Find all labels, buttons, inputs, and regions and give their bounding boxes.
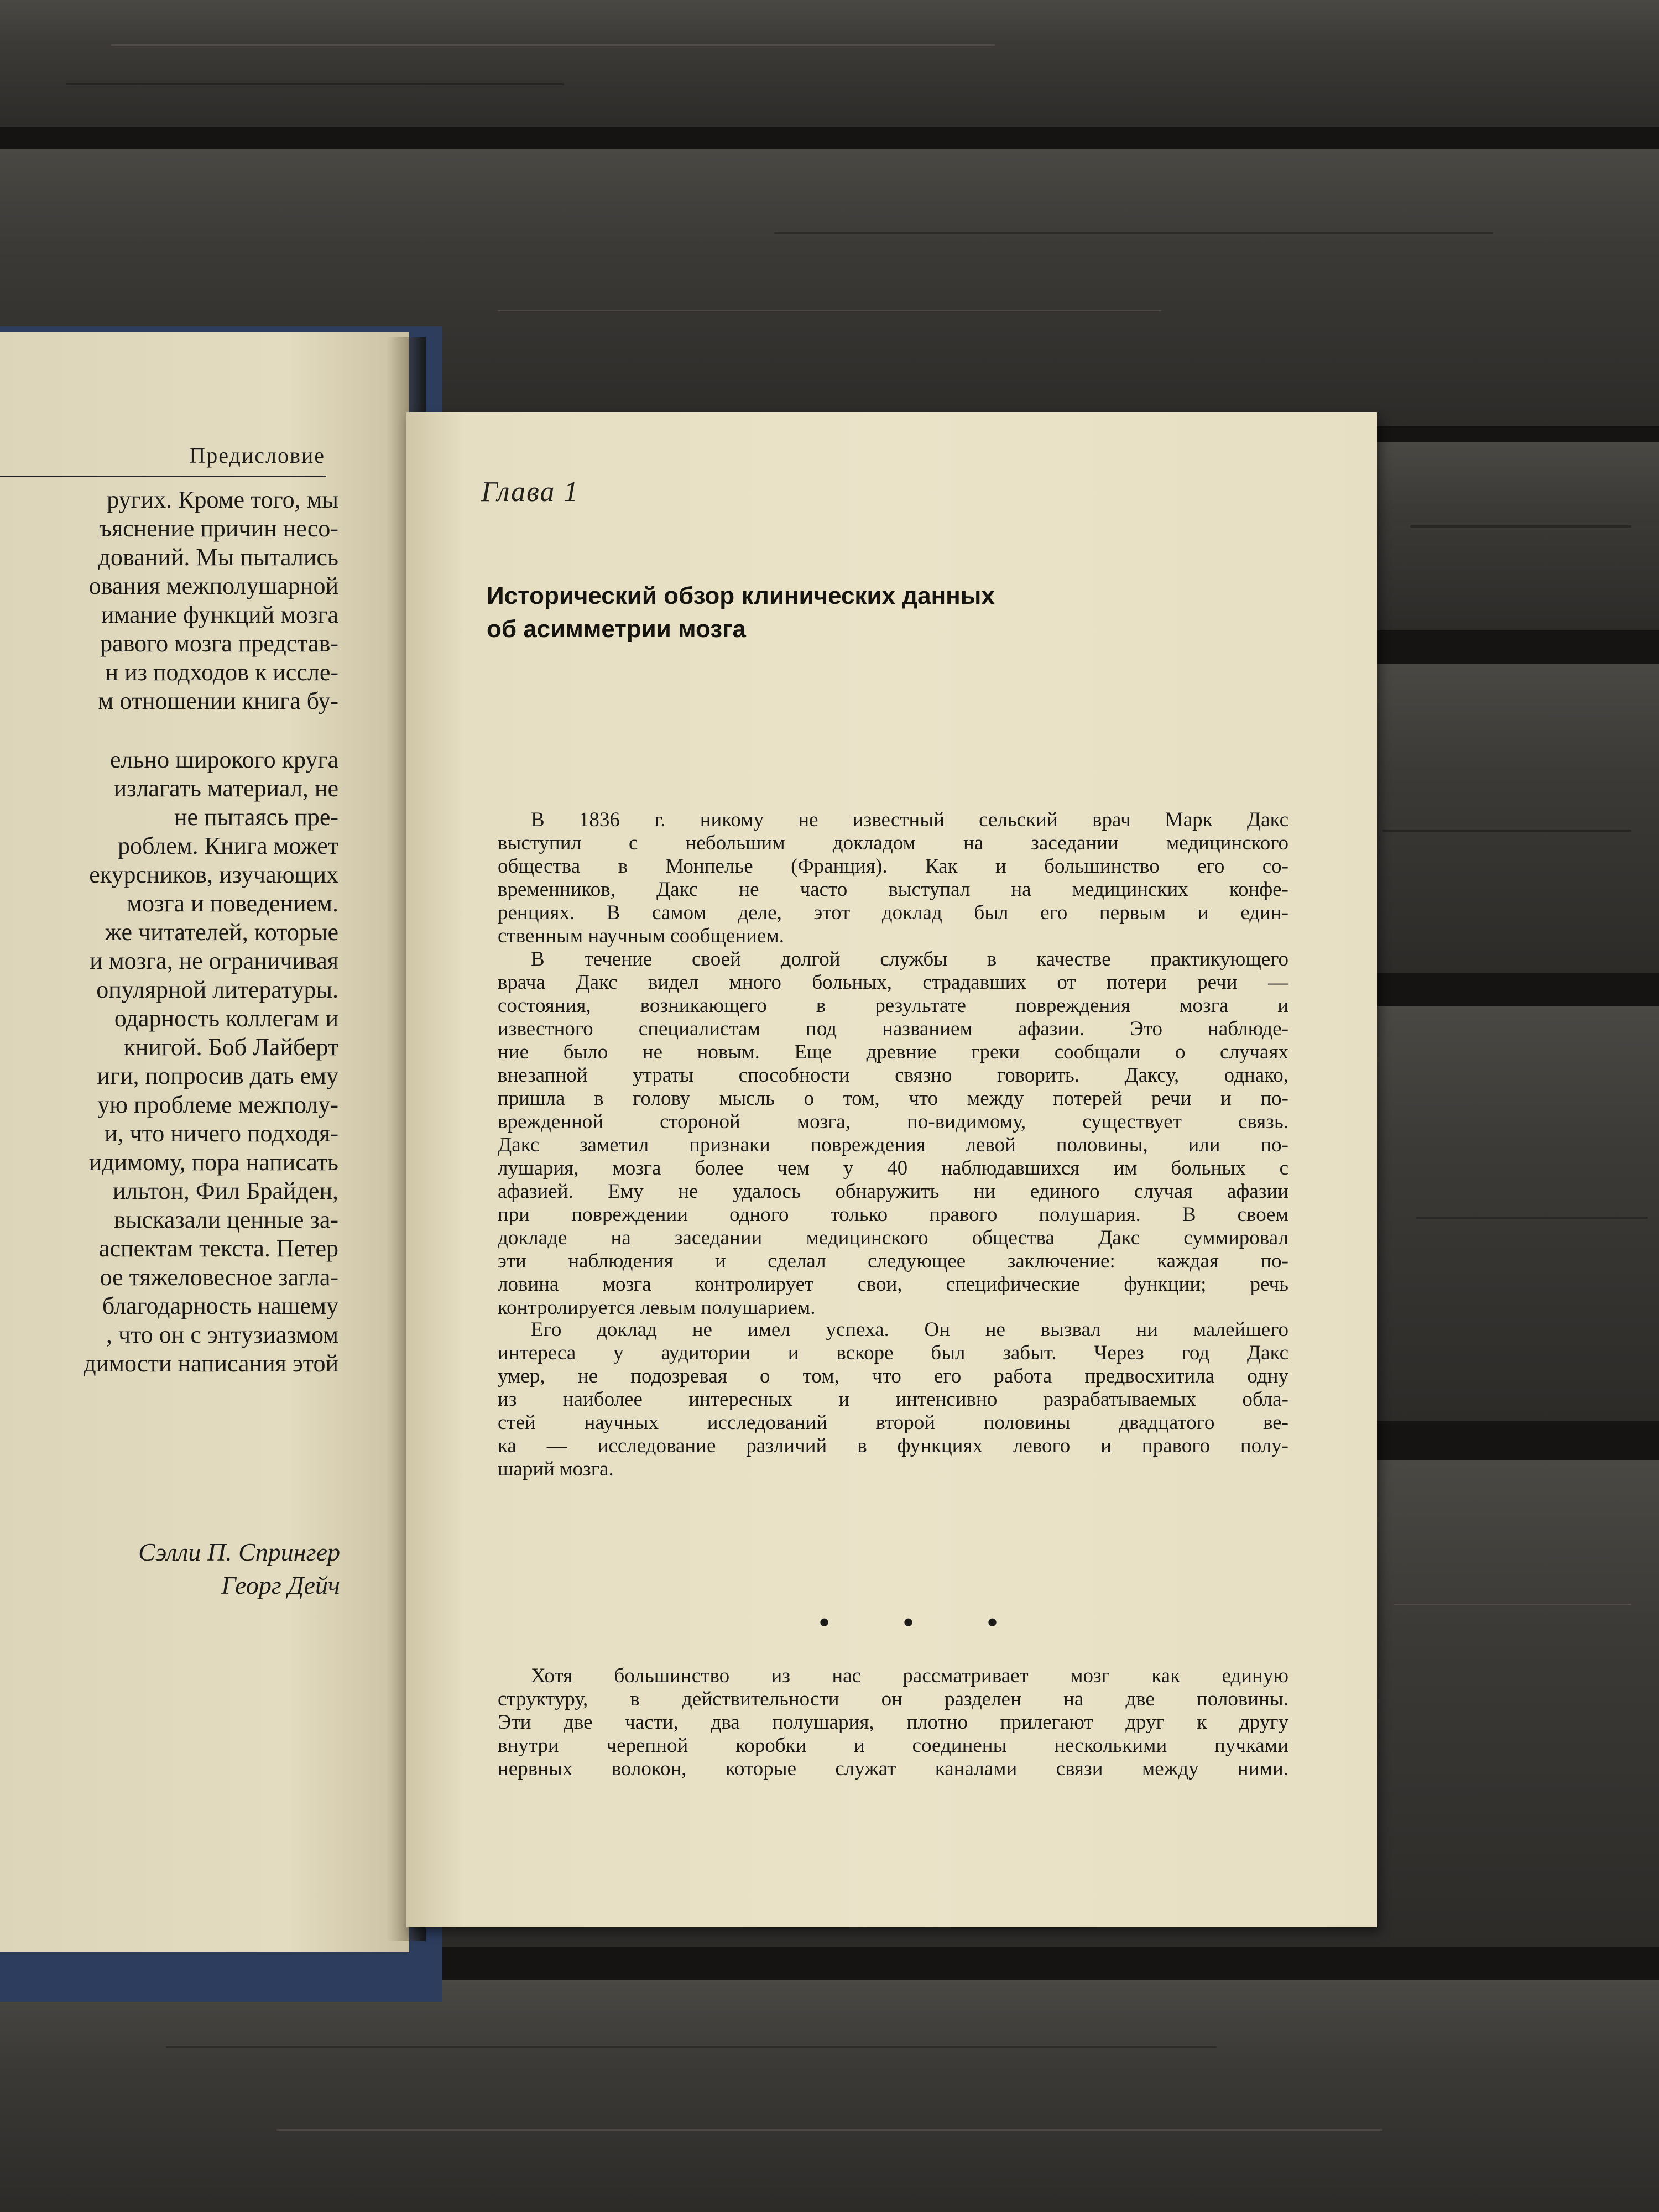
left-line: высказали ценные за- (114, 1206, 338, 1233)
text-line: ственным научным сообщением. (498, 925, 785, 947)
left-line: не пытаясь пре- (174, 804, 338, 831)
paragraph-2 (498, 948, 1288, 1319)
text-line: нервных волокон, которые служат каналами связи между ними. (498, 1757, 1288, 1780)
left-line: ругих. Кроме того, мы (107, 486, 338, 513)
left-line: мозга и поведением. (127, 890, 338, 917)
paragraph-4 (498, 1665, 1288, 1781)
text-line: структуру, в действительности он разделен на две половины. (498, 1688, 1288, 1710)
paragraph-1 (498, 808, 1288, 948)
text-line: докладе на заседании медицинского общества Дакс суммировал (498, 1227, 1288, 1249)
text-line: врежденной стороной мозга, по-видимому, существует связь. (498, 1110, 1288, 1133)
left-line: же читателей, которые (105, 919, 338, 946)
left-line: ую проблеме межполу- (97, 1091, 338, 1118)
text-line: состояния, возникающего в результате повреждения мозга и (498, 994, 1288, 1017)
signature-deutsch: Георг Дейч (221, 1571, 340, 1599)
left-line: димости написания этой (84, 1350, 338, 1377)
left-line: н из подходов к иссле- (105, 659, 338, 686)
left-line: ельно широкого круга (110, 746, 338, 773)
running-head: Предисловие (189, 443, 325, 468)
text-line: общества в Монпелье (Франция). Как и большинство его со- (498, 855, 1288, 878)
chapter-title (487, 580, 995, 646)
header-rule (0, 476, 326, 477)
text-line: врача Дакс видел много больных, страдавших от потери речи — (498, 971, 1288, 994)
left-line: ования межполушарной (88, 572, 338, 599)
text-line: внутри черепной коробки и соединены несколькими пучками (498, 1734, 1288, 1757)
left-line: имание функций мозга (101, 601, 338, 628)
left-line: идимому, пора написать (88, 1149, 338, 1176)
text-line: афазией. Ему не удалось обнаружить ни единого случая афазии (498, 1180, 1288, 1203)
text-line: лушария, мозга более чем у 40 наблюдавшихся им больных с (498, 1157, 1288, 1180)
text-line: ренциях. В самом деле, этот доклад был его первым и един- (498, 901, 1288, 924)
text-line: В течение своей долгой службы в качестве практикующего (531, 948, 1288, 971)
text-line: стей научных исследований второй половины двадцатого ве- (498, 1411, 1288, 1434)
text-line: ние было не новым. Еще древние греки сообщали о случаях (498, 1041, 1288, 1063)
left-line: книгой. Боб Лайберт (123, 1034, 338, 1061)
text-line: интереса у аудитории и вскоре был забыт. Через год Дакс (498, 1342, 1288, 1364)
chapter-title-line: об асимметрии мозга (487, 615, 746, 643)
text-line: В 1836 г. никому не известный сельский врач Марк Дакс (531, 808, 1288, 831)
text-line: контролируется левым полушарием. (498, 1296, 816, 1319)
left-line: , что он с энтузиазмом (106, 1321, 338, 1348)
text-line: Его доклад не имел успеха. Он не вызвал ни малейшего (531, 1318, 1288, 1341)
text-line: ловина мозга контролирует свои, специфические функции; речь (498, 1273, 1288, 1296)
text-line: Дакс заметил признаки повреждения левой половины, или по- (498, 1134, 1288, 1156)
left-line: одарность коллегам и (114, 1005, 338, 1032)
left-line: ъяснение причин несо- (99, 515, 338, 542)
left-line: и, что ничего подходя- (104, 1120, 338, 1147)
left-line: роблем. Книга может (118, 832, 338, 859)
left-line: дований. Мы пытались (98, 544, 338, 571)
left-line: аспектам текста. Петер (99, 1235, 338, 1262)
text-line: Эти две части, два полушария, плотно прилегают друг к другу (498, 1711, 1288, 1734)
text-line: шарий мозга. (498, 1458, 614, 1480)
text-line: ка — исследование различий в функциях левого и правого полу- (498, 1434, 1288, 1457)
text-line: умер, не подозревая о том, что его работа предвосхитила одну (498, 1365, 1288, 1387)
chapter-title-line: Исторический обзор клинических данных (487, 582, 995, 609)
text-line: при повреждении одного только правого полушария. В своем (498, 1203, 1288, 1226)
signature-springer: Сэлли П. Спрингер (138, 1538, 340, 1566)
paragraph-3 (498, 1318, 1288, 1481)
left-line: излагать материал, не (113, 775, 338, 802)
text-line: эти наблюдения и сделал следующее заключение: каждая по- (498, 1250, 1288, 1272)
text-line: известного специалистам под названием афазии. Это наблюде- (498, 1018, 1288, 1040)
left-line: ильтон, Фил Брайден, (112, 1177, 338, 1204)
text-line: временников, Дакс не часто выступал на медицинских конфе- (498, 878, 1288, 901)
text-line: из наиболее интересных и интенсивно разрабатываемых обла- (498, 1388, 1288, 1411)
text-line: выступил с небольшим докладом на заседании медицинского (498, 832, 1288, 854)
section-separator: • • • (818, 1604, 1031, 1641)
chapter-number: Глава 1 (481, 476, 580, 508)
left-line: екурсников, изучающих (89, 861, 338, 888)
left-line: и мозга, не ограничивая (90, 947, 338, 974)
text-line: Хотя большинство из нас рассматривает мозг как единую (531, 1665, 1288, 1687)
text-line: внезапной утраты способности связно говорить. Даксу, однако, (498, 1064, 1288, 1087)
left-line: м отношении книга бу- (98, 687, 338, 714)
text-line: пришла в голову мысль о том, что между потерей речи и по- (498, 1087, 1288, 1110)
left-line: благодарность нашему (102, 1292, 338, 1319)
left-line: равого мозга представ- (100, 630, 338, 657)
left-line: опулярной литературы. (96, 976, 338, 1003)
left-line: ое тяжеловесное загла- (100, 1264, 338, 1291)
left-line: иги, попросив дать ему (97, 1062, 338, 1089)
